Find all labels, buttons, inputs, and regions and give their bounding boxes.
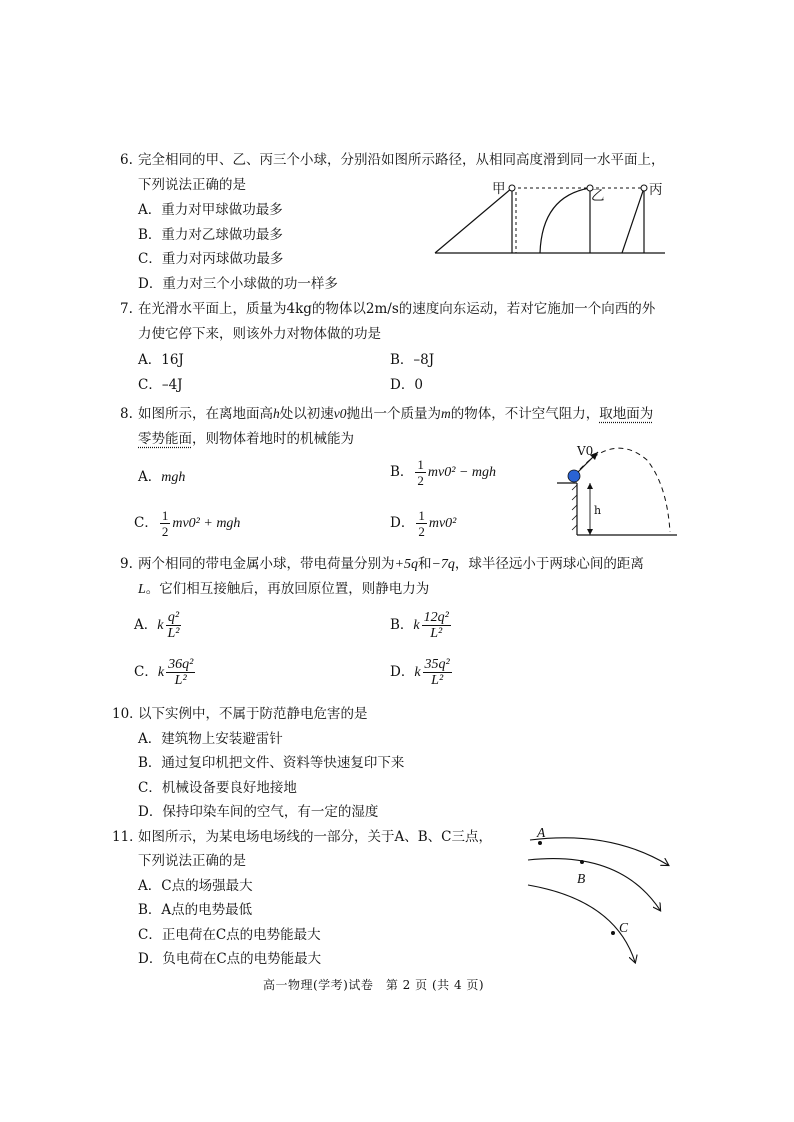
q11-option-c: C．正电荷在C点的电势能最大 [138, 927, 321, 943]
q11-number: 11． [112, 829, 143, 845]
q6-fig-label-yi: 乙 [591, 188, 605, 204]
q6-fig-label-jia: 甲 [492, 181, 506, 197]
q6-option-d: D．重力对三个小球做的功一样多 [138, 276, 338, 292]
q8-fig-velocity-label: V0 [577, 444, 594, 458]
q10-option-d: D．保持印染车间的空气，有一定的湿度 [138, 804, 379, 820]
q10-option-b: B．通过复印机把文件、资料等快速复印下来 [138, 755, 405, 771]
q6-option-c: C．重力对丙球做功最多 [138, 251, 284, 267]
q8-option-c: C． $\frac{1}{2}$ mv0² + mgh [134, 508, 241, 539]
q8-projectile-figure [552, 440, 682, 540]
q8-number: 8. [120, 406, 133, 422]
q7-option-a: A．16J [138, 352, 184, 368]
q6-figure-paths [430, 178, 670, 260]
q9-stem-line1: 两个相同的带电金属小球，带电荷量分别为+5q和−7q，球半径远小于两球心间的距离 [138, 556, 644, 572]
q7-option-d: D．0 [390, 377, 423, 393]
q11-fig-label-a: A [537, 825, 546, 840]
q8-option-d: D． $\frac{1}{2}$ mv0² [390, 508, 457, 539]
q7-stem-line2: 力使它停下来，则该外力对物体做的功是 [138, 326, 381, 342]
q10-option-c: C．机械设备要良好地接地 [138, 780, 297, 796]
q11-option-b: B．A点的电势最低 [138, 902, 253, 918]
q9-option-d: D．k $\frac{\text{35q²}}{\text{L²}}$ [390, 657, 450, 688]
q11-stem-line2: 下列说法正确的是 [138, 853, 246, 869]
q11-option-d: D．负电荷在C点的电势能最大 [138, 951, 322, 967]
q7-option-c: C．–4J [138, 377, 183, 393]
q11-option-a: A．C点的场强最大 [138, 878, 253, 894]
q6-option-a: A．重力对甲球做功最多 [138, 202, 283, 218]
q9-number: 9. [120, 556, 133, 572]
q9-option-a: A．k $\frac{\text{q²}}{\text{L²}}$ [134, 610, 180, 641]
q9-option-b: B．k $\frac{\text{12q²}}{\text{L²}}$ [390, 610, 449, 641]
q11-fig-label-c: C [619, 920, 629, 935]
q7-stem-line1: 在光滑水平面上，质量为4kg的物体以2m/s的速度向东运动，若对它施加一个向西的外 [138, 301, 656, 317]
page-footer: 高一物理(学考)试卷 第 2 页 (共 4 页) [263, 978, 485, 992]
q10-number: 10． [112, 706, 143, 722]
q7-number: 7. [120, 301, 133, 317]
q8-option-b: B． $\frac{1}{2}$ mv0² − mgh [390, 457, 497, 488]
q11-fig-label-b: B [577, 871, 586, 886]
q6-stem-line1: 完全相同的甲、乙、丙三个小球，分别沿如图所示路径，从相同高度滑到同一水平面上， [138, 152, 665, 168]
q8-stem-line2: 零势能面，则物体着地时的机械能为 [138, 431, 354, 447]
q7-option-b: B．–8J [390, 352, 435, 368]
q10-stem: 以下实例中，不属于防范静电危害的是 [138, 706, 368, 722]
q10-option-a: A．建筑物上安装避雷针 [138, 731, 283, 747]
q9-stem-line2: L。它们相互接触后，再放回原位置，则静电力为 [138, 581, 430, 597]
q6-option-b: B．重力对乙球做功最多 [138, 227, 283, 243]
q6-stem-line2: 下列说法正确的是 [138, 177, 246, 193]
q11-field-lines-figure [520, 830, 680, 970]
q6-number: 6. [120, 152, 133, 168]
q8-stem-line1: 如图所示，在离地面高h处以初速v0抛出一个质量为m的物体，不计空气阻力，取地面为 [138, 406, 654, 422]
q8-fig-height-label: h [594, 504, 602, 517]
q6-fig-label-bing: 丙 [649, 182, 663, 198]
q11-stem-line1: 如图所示，为某电场电场线的一部分，关于A、B、C三点， [138, 829, 492, 845]
q8-option-a: A．mgh [138, 469, 186, 485]
q9-option-c: C．k $\frac{\text{36q²}}{\text{L²}}$ [134, 657, 194, 688]
